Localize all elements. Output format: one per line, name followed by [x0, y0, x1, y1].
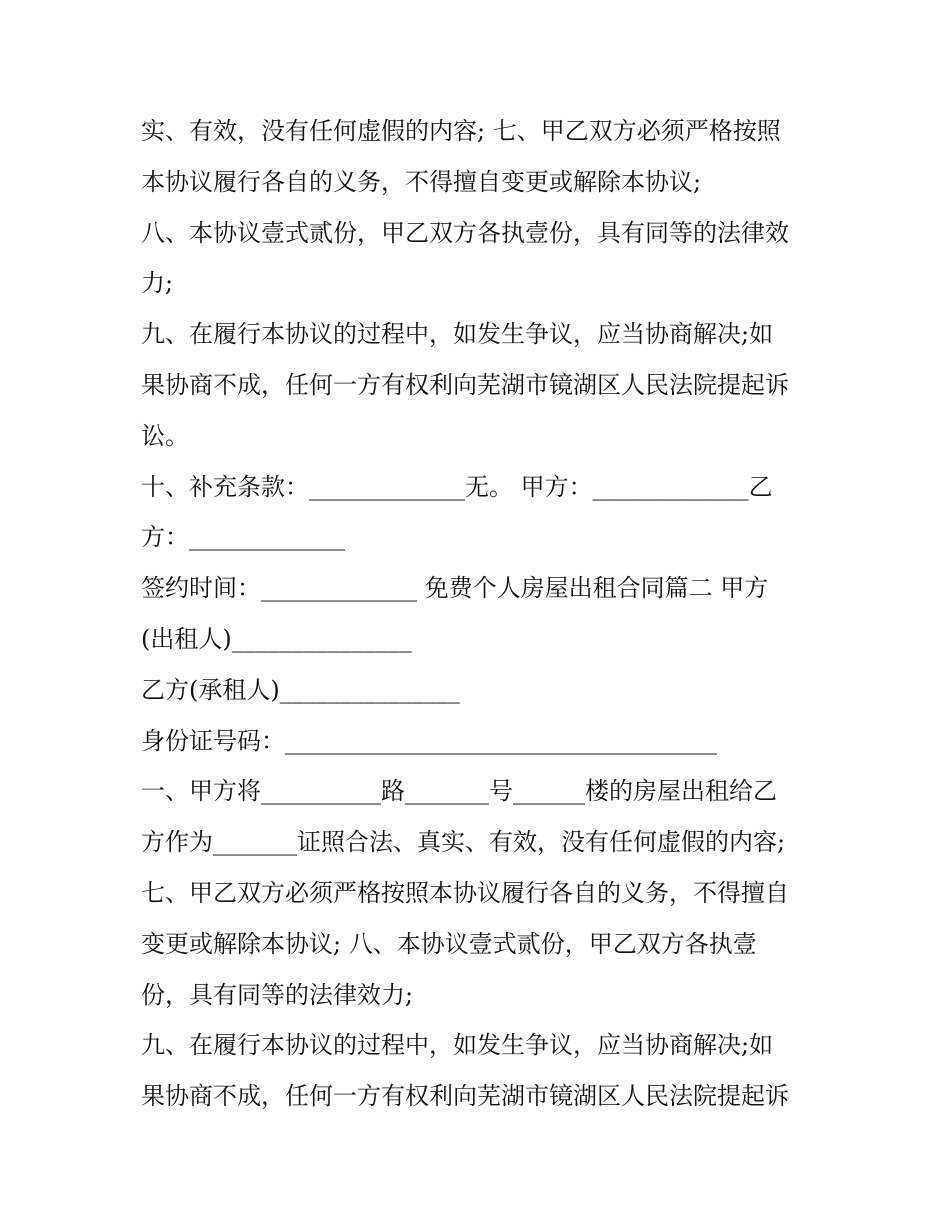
document-line: 变更或解除本协议; 八、本协议壹式贰份，甲乙双方各执壹 [141, 929, 757, 958]
document-line: 一、甲方将__________路_______号______楼的房屋出租给乙 [141, 777, 777, 806]
document-line: 八、本协议壹式贰份，甲乙双方各执壹份，具有同等的法律效 [141, 218, 789, 247]
document-line: 果协商不成，任何一方有权利向芜湖市镜湖区人民法院提起诉 [141, 1082, 789, 1111]
document-line: 本协议履行各自的义务，不得擅自变更或解除本协议; [141, 167, 702, 196]
document-line: 方作为_______证照合法、真实、有效，没有任何虚假的内容; [141, 828, 786, 857]
document-line: 方：_____________ [141, 523, 345, 552]
document-line: 签约时间：_____________ 免费个人房屋出租合同篇二 甲方 [141, 574, 769, 603]
document-line: 十、补充条款：_____________无。 甲方：_____________乙 [141, 472, 773, 501]
document-line: 七、甲乙双方必须严格按照本协议履行各自的义务，不得擅自 [141, 878, 789, 907]
document-line: 果协商不成，任何一方有权利向芜湖市镜湖区人民法院提起诉 [141, 370, 789, 399]
document-line: 九、在履行本协议的过程中，如发生争议，应当协商解决;如 [141, 320, 774, 349]
document-body [141, 106, 821, 1122]
document-line: 讼。 [141, 421, 189, 450]
document-line: 乙方(承租人)_______________ [141, 675, 460, 704]
document-line: (出租人)_______________ [141, 624, 412, 653]
document-line: 份，具有同等的法律效力; [141, 980, 414, 1009]
document-line: 身份证号码：____________________________________ [141, 726, 717, 755]
document-line: 力; [141, 269, 174, 298]
document-line: 实、有效，没有任何虚假的内容; 七、甲乙双方必须严格按照 [141, 117, 781, 145]
document-line: 九、在履行本协议的过程中，如发生争议，应当协商解决;如 [141, 1031, 774, 1060]
